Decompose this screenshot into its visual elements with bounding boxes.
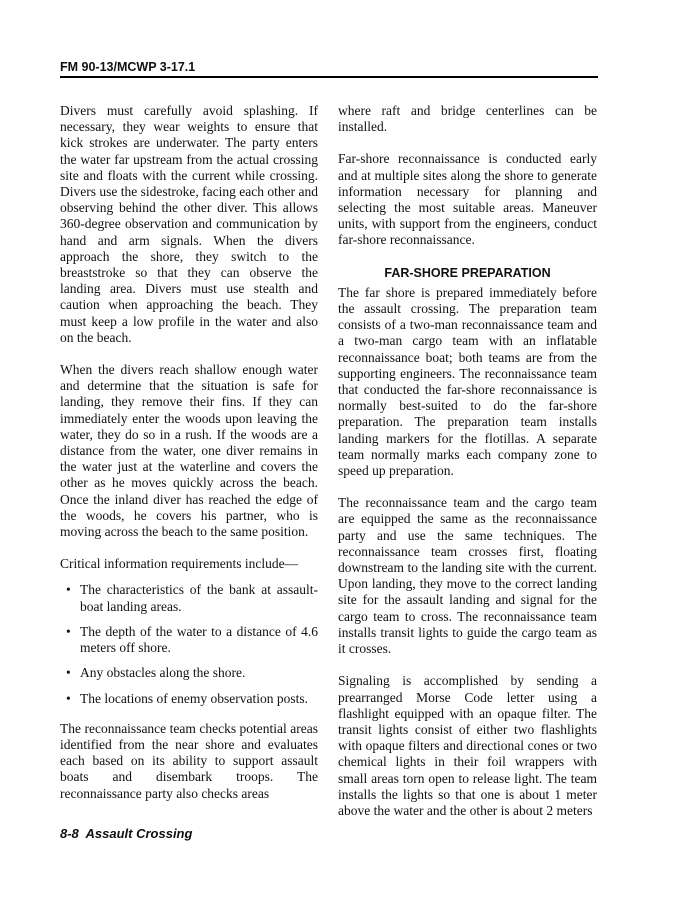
- list-item: • Any obstacles along the shore.: [60, 665, 318, 681]
- list-item: • The depth of the water to a distance of 4.6 meters off shore.: [60, 624, 318, 656]
- paragraph-divers-landing: When the divers reach shallow enough water and determine that the situation is safe for landing, they remove their fins. If they can immediately enter the woods upon leaving the water, they do so in a rush. If the woods are a distance from the water, one diver remains in the water just at the waterline and covers the other as he moves quickly across the beach. Once the inland diver has reached the edge of the woods, he covers his partner, who is moving across the beach to the same position.: [60, 362, 318, 540]
- paragraph-preparation: The far shore is prepared immediately before the assault crossing. The preparation team consists of a two-man reconnaissance team and a two-man cargo team with an inflatable reconnaissance boat; both teams are from the supporting engineers. The reconnaissance team that conducted the far-shore reconnaissance is normally best-suited to do the far-shore preparation. The preparation team installs landing markers for the flotillas. A separate team normally marks each company zone to speed up preparation.: [338, 284, 597, 479]
- section-heading: FAR-SHORE PREPARATION: [384, 265, 551, 280]
- page-footer: 8-8 Assault Crossing: [60, 826, 193, 841]
- right-column: [338, 103, 597, 819]
- running-header: FM 90-13/MCWP 3-17.1: [60, 60, 196, 74]
- list-item: • The locations of enemy observation posts.: [60, 691, 318, 707]
- paragraph-signaling: Signaling is accomplished by sending a prearranged Morse Code letter using a flashlight equipped with an opaque filter. The transit lights consist of either two flashlights with opaque filters and directional cones or two chemical lights in their foil wrappers with small areas torn open to release light. The team installs the lights so that one is about 1 meter above the water and the other is about 2 meters: [338, 673, 597, 818]
- paragraph-teams: The reconnaissance team and the cargo team are equipped the same as the reconnaissance party and use the same techniques. The reconnaissance team crosses first, floating downstream to the landing site with the current. Upon landing, they move to the correct landing site for the assault landing and signal for the cargo team to cross. The reconnaissance team installs transit lights to guide the cargo team as it crosses.: [338, 495, 597, 657]
- paragraph-far-shore-recon: Far-shore reconnaissance is conducted early and at multiple sites along the shore to generate information necessary for planning and selecting the most suitable areas. Maneuver units, with support from the engineers, conduct far-shore reconnaissance.: [338, 151, 597, 248]
- paragraph-divers-approach: Divers must carefully avoid splashing. If necessary, they wear weights to ensure that kick strokes are underwater. The party enters the water far upstream from the actual crossing site and floats with the current while crossing. Divers use the sidestroke, facing each other and observing behind the other diver. This allows 360-degree observation and communication by hand and arm signals. When the divers approach the shore, they switch to the breaststroke so that they can observe the landing area. Divers must use stealth and caution when approaching the beach. They must keep a low profile in the water and also on the beach.: [60, 103, 318, 345]
- critical-info-list: [60, 582, 318, 706]
- paragraph-centerlines: where raft and bridge centerlines can be installed.: [338, 103, 597, 135]
- list-item: • The characteristics of the bank at assault-boat landing areas.: [60, 582, 318, 614]
- left-column: [60, 103, 318, 802]
- paragraph-recon-checks: The reconnaissance team checks potential areas identified from the near shore and evaluates each based on its ability to support assault boats and disembark troops. The reconnaissance party also checks areas: [60, 720, 318, 801]
- header-rule: [60, 76, 598, 78]
- paragraph-critical-info: Critical information requirements include—: [60, 556, 299, 572]
